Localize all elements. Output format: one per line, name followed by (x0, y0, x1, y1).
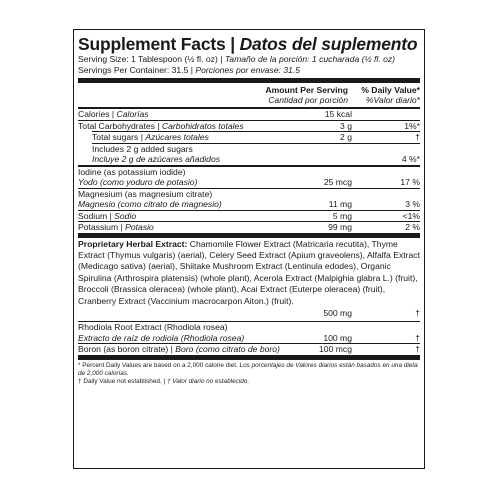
title-separator: | (225, 34, 240, 54)
carbs-label-es: Carbohidratos totales (161, 120, 244, 131)
row-added-sugars (78, 144, 420, 165)
potassium-label-en: Potassium (78, 222, 119, 232)
iodine-amount: 25 mcg (323, 177, 352, 187)
boron-dv: † (415, 344, 420, 355)
serving-size-en: Serving Size: 1 Tablespoon (½ fl. oz) (78, 54, 218, 64)
boron-amount: 100 mcg (319, 344, 352, 355)
calories-label-en: Calories (78, 109, 110, 119)
footnote-dagger-en: † Daily Value not established. (78, 377, 162, 385)
added-sugars-dv: 4 %* (401, 154, 420, 164)
rhodiola-amount: 100 mg (323, 332, 352, 343)
magnesium-label-es: Magnesio (como citrato de magnesio) (78, 199, 222, 209)
row-extract-amount (78, 308, 420, 319)
row-potassium: Potassium | Potasio 99 mg 2 % (78, 222, 420, 232)
proprietary-extract (78, 238, 420, 308)
column-header (78, 83, 420, 107)
footnote-dv-es: Los porcentajes de Valores diarios están basados en una dieta de 2,000 calorías. (78, 361, 418, 377)
title-en: Supplement Facts (78, 34, 226, 54)
rhodiola-label-en: Rhodiola Root Extract (Rhodiola rosea) (78, 322, 228, 333)
magnesium-amount: 11 mg (328, 199, 352, 209)
servings-sep: | (188, 65, 196, 75)
serving-size-sep: | (217, 54, 225, 64)
sugars-amount: 2 g (340, 132, 352, 142)
calories-dv (352, 109, 420, 120)
row-calories: Calories | Calorías 15 kcal (78, 109, 420, 120)
potassium-dv: 2 % (405, 222, 420, 232)
amount-header-es: Cantidad por porción (268, 95, 348, 105)
servings-es: Porciones por envase: 31.5 (195, 65, 300, 75)
row-rhodiola (78, 322, 420, 343)
servings-en: Servings Per Container: 31.5 (78, 65, 189, 75)
title-es: Datos del suplemento (239, 34, 418, 54)
row-sodium: Sodium | Sodio 5 mg <1% (78, 210, 420, 221)
row-carbs: Total Carbohydrates | Carbohidratos totales 3 g 1%* (78, 120, 420, 131)
footnote: * Percent Daily Values are based on a 2,000 calorie diet. Los porcentajes de Valores diarios están basados en una dieta de 2,000 calorías. † Daily Value not established. | † Valor diario no establecido. (78, 361, 418, 385)
amount-header (210, 85, 348, 105)
rhodiola-label-es: Extracto de raíz de rodiola (Rhodiola rosea) (78, 332, 245, 343)
serving-size (78, 54, 420, 65)
servings-per-container (78, 65, 420, 76)
dv-header-es: %Valor diario* (365, 95, 420, 105)
magnesium-label-en: Magnesium (as magnesium citrate) (78, 188, 213, 199)
added-sugars-en: Includes 2 g added sugars (92, 143, 193, 154)
boron-label-en: Boron (as boron citrate) (78, 344, 169, 355)
extract-amount: 500 mg (323, 307, 352, 318)
sugars-dv: † (415, 132, 420, 142)
boron-label-es: Boro (como citrato de boro) (175, 344, 280, 355)
footnote-dv-en: * Percent Daily Values are based on a 2,000 calorie diet. (78, 361, 238, 369)
dv-header (348, 85, 420, 105)
footnote-dagger-es: † Valor diario no establecido. (166, 377, 250, 385)
sodium-amount: 5 mg (332, 210, 352, 221)
potassium-amount: 99 mg (328, 222, 352, 232)
rhodiola-dv: † (415, 332, 420, 343)
sodium-dv: <1% (402, 210, 420, 221)
iodine-label-es: Yodo (como yoduro de potasio) (78, 177, 198, 187)
carbs-amount: 3 g (340, 120, 352, 131)
extract-ingredients: Chamomile Flower Extract (Matricaria recutita), Thyme Extract (Thymus vulgaris) (aerial), Celery Seed Extract (Apium graveolens), Alfalfa Extract (Medicago sativa) (aerial), Shiitake Mushroom Extract (Lentinula edodes), Organic Spirulina (Arthrospira platensis) (whole plant), Acerola Extract (Malpighia glabra L.) (fruit), Broccoli (Brassica oleracea) (whole plant), Acai Extract (Euterpe oleracea) (fruit), Cranberry Extract (Vaccinium macrocarpon Aiton.) (fruit). (78, 238, 420, 306)
magnesium-dv: 3 % (405, 199, 420, 209)
extract-label: Proprietary Herbal Extract: (78, 238, 188, 249)
serving-size-es: Tamaño de la porción: 1 cucharada (½ fl. oz) (224, 54, 396, 64)
iodine-dv: 17 % (400, 177, 420, 187)
sugars-label-es: Azúcares totales (145, 132, 209, 142)
amount-header-en: Amount Per Serving (265, 85, 348, 95)
row-magnesium (78, 189, 420, 210)
dv-header-en: % Daily Value* (361, 85, 420, 95)
calories-amount: 15 kcal (324, 109, 352, 119)
row-boron: Boron (as boron citrate) | Boro (como citrato de boro) 100 mcg † (78, 344, 420, 355)
row-iodine (78, 167, 420, 188)
iodine-label-en: Iodine (as potassium iodide) (78, 166, 186, 177)
sugars-label-en: Total sugars (92, 132, 139, 142)
carbs-dv: 1%* (404, 120, 420, 131)
carbs-label-en: Total Carbohydrates (78, 120, 155, 131)
calories-label-es: Calorías (116, 109, 149, 119)
added-sugars-es: Incluye 2 g de azúcares añadidos (92, 154, 221, 164)
row-sugars: Total sugars | Azúcares totales 2 g † (92, 132, 420, 142)
sodium-label-en: Sodium (78, 210, 108, 221)
sodium-label-es: Sodio (114, 210, 137, 221)
panel-title (78, 34, 420, 54)
supplement-facts-panel (73, 29, 425, 469)
extract-dv: † (415, 307, 420, 318)
potassium-label-es: Potasio (125, 222, 154, 232)
